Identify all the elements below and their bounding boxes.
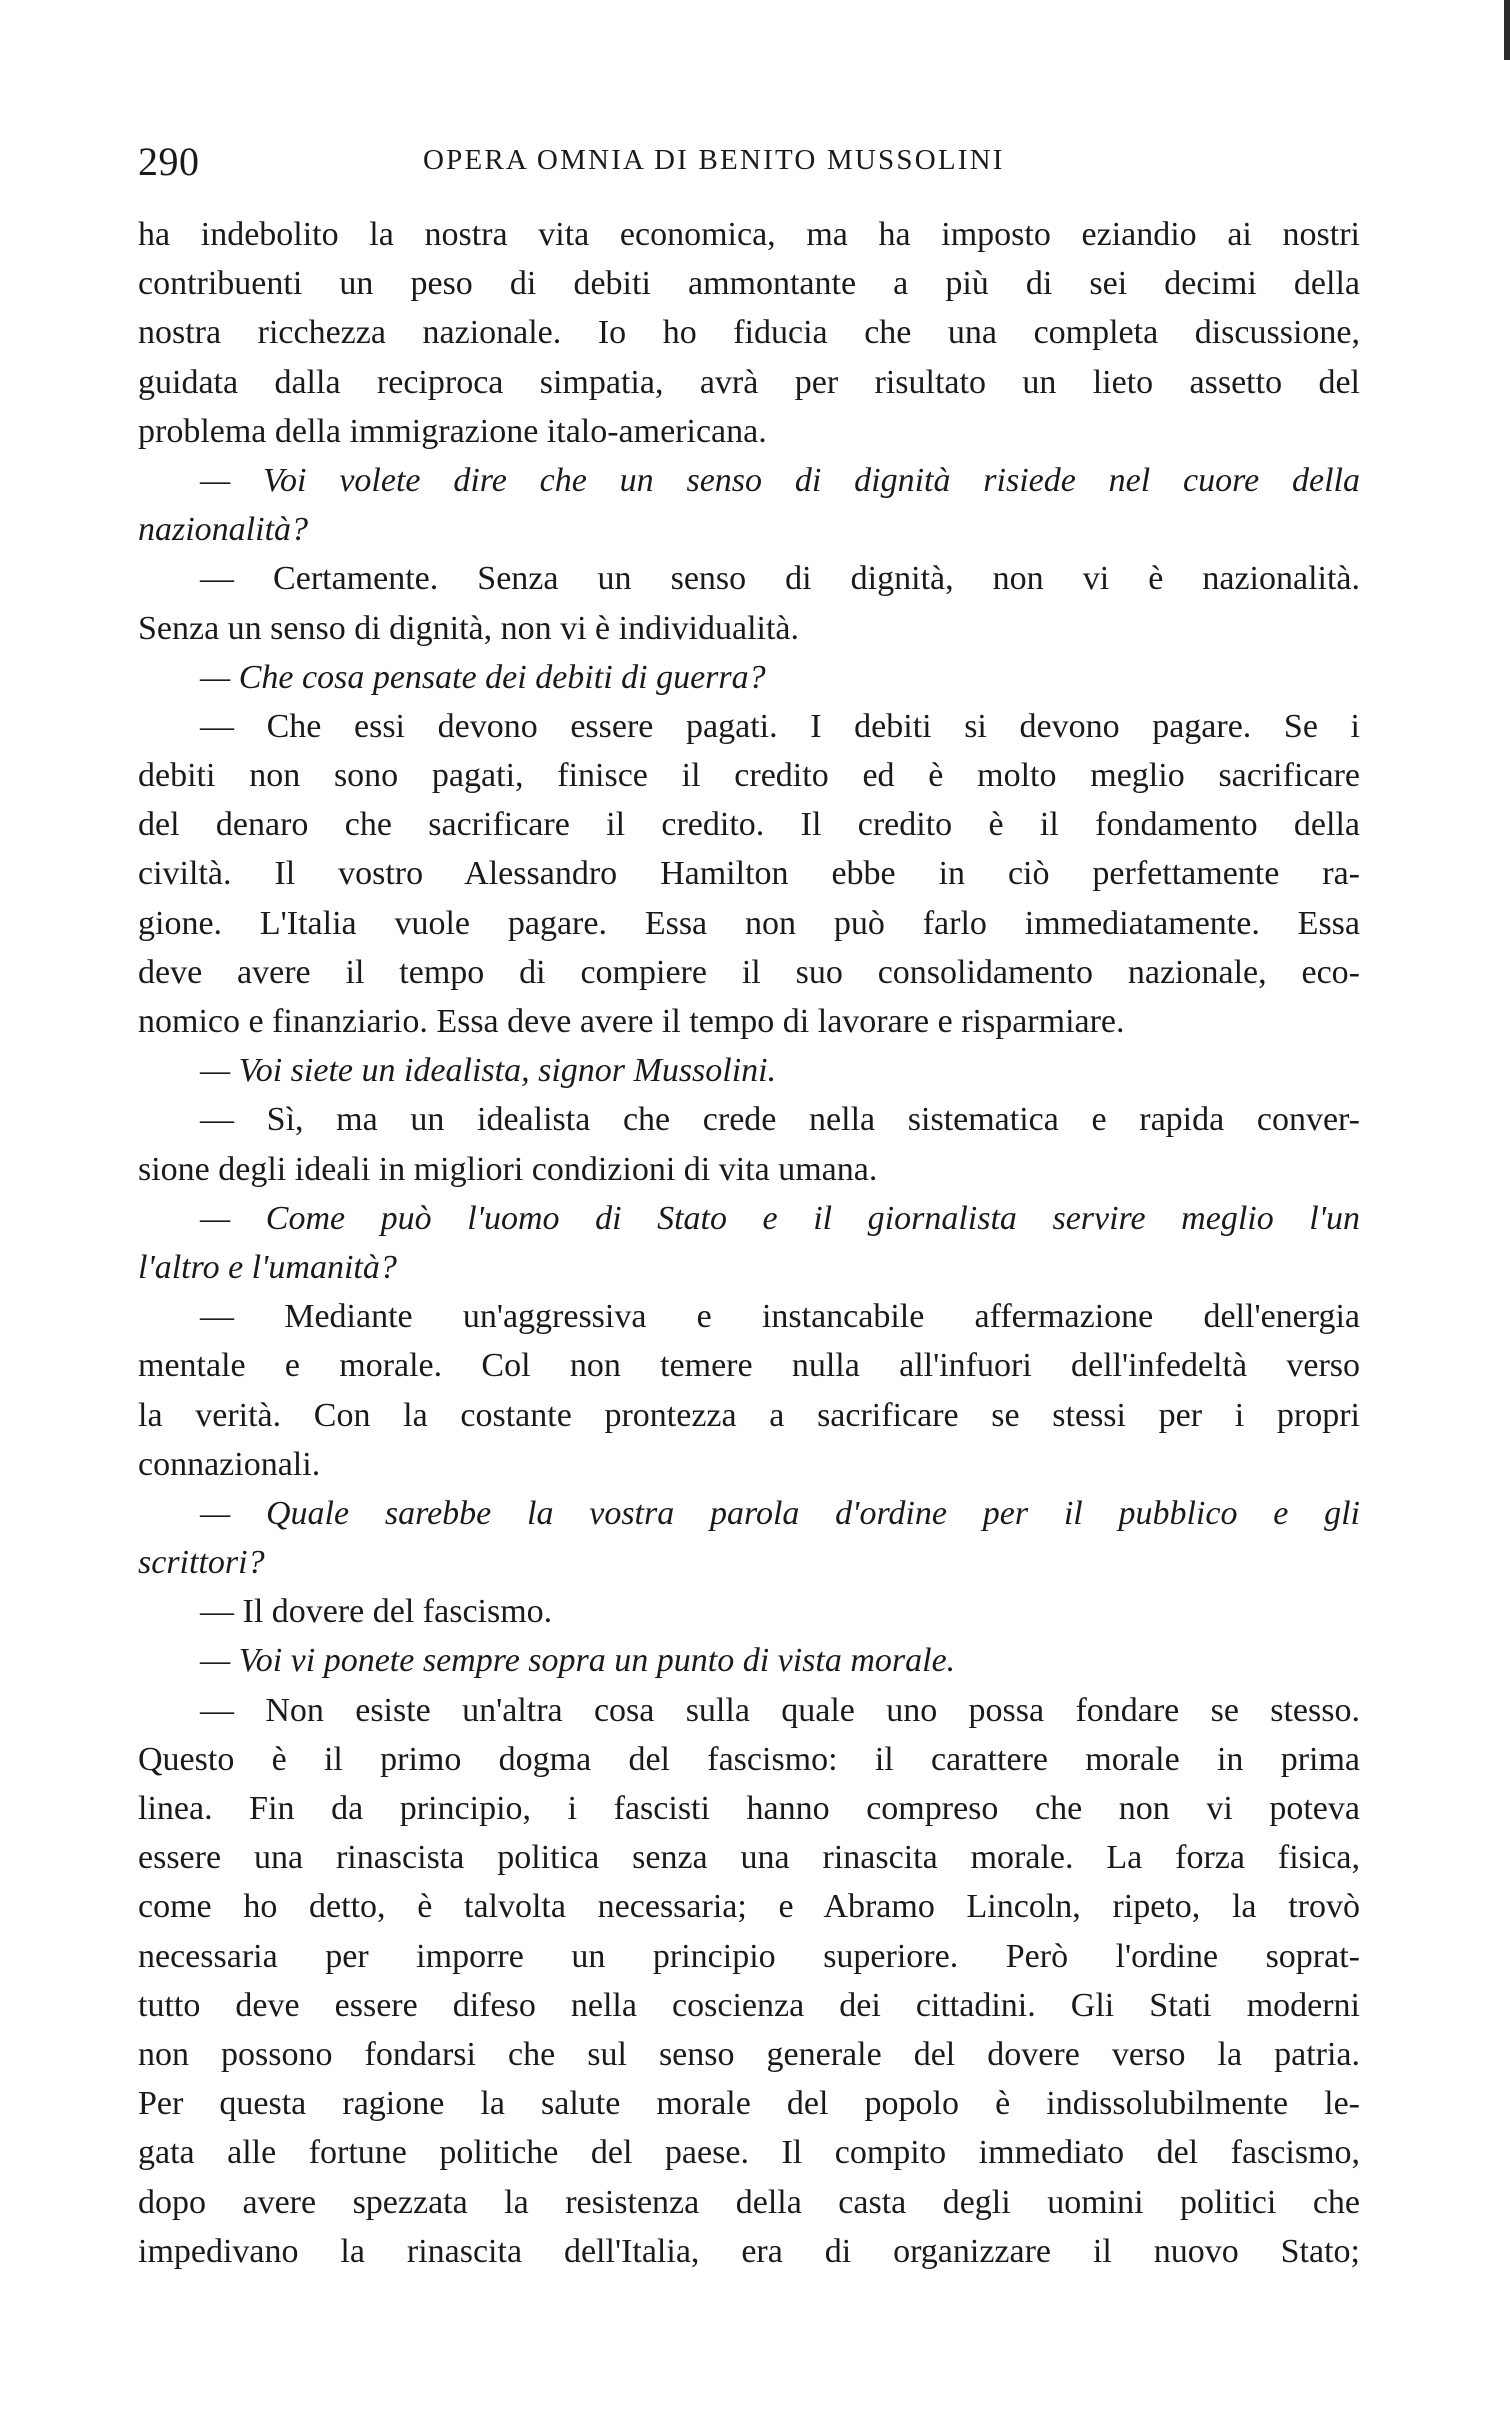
question-line: scrittori? bbox=[138, 1544, 265, 1582]
page-header bbox=[138, 130, 1360, 190]
text-line: necessaria per imporre un principio superiore. Però l'ordine soprat- bbox=[138, 1937, 1360, 1975]
question-line: — Che cosa pensate dei debiti di guerra? bbox=[200, 658, 766, 696]
question-line: — Come può l'uomo di Stato e il giornalista servire meglio l'un bbox=[200, 1199, 1360, 1237]
text-line: essere una rinascista politica senza una rinascita morale. La forza fisica, bbox=[138, 1839, 1360, 1877]
question-line: nazionalità? bbox=[138, 511, 309, 549]
text-line: del denaro che sacrificare il credito. Il credito è il fondamento della bbox=[138, 806, 1360, 844]
text-line: sione degli ideali in migliori condizioni di vita umana. bbox=[138, 1150, 878, 1188]
scan-edge-mark bbox=[1504, 0, 1510, 60]
question-line: l'altro e l'umanità? bbox=[138, 1248, 397, 1286]
page-number: 290 bbox=[138, 139, 200, 184]
text-line: guidata dalla reciproca simpatia, avrà per risultato un lieto assetto del bbox=[138, 363, 1360, 401]
text-line: — Certamente. Senza un senso di dignità, non vi è nazionalità. bbox=[200, 560, 1360, 598]
text-line: come ho detto, è talvolta necessaria; e Abramo Lincoln, ripeto, la trovò bbox=[138, 1888, 1360, 1926]
question-line: — Voi siete un idealista, signor Mussolini. bbox=[200, 1052, 777, 1090]
text-line: deve avere il tempo di compiere il suo consolidamento nazionale, eco- bbox=[138, 953, 1360, 991]
text-line: mentale e morale. Col non temere nulla all'infuori dell'infedeltà verso bbox=[138, 1347, 1360, 1385]
question-line: — Voi volete dire che un senso di dignità risiede nel cuore della bbox=[200, 461, 1360, 499]
text-line: — Non esiste un'altra cosa sulla quale uno possa fondare se stesso. bbox=[200, 1691, 1360, 1729]
body-text bbox=[138, 210, 1360, 2276]
text-line: Questo è il primo dogma del fascismo: il carattere morale in prima bbox=[138, 1740, 1360, 1778]
text-line: — Sì, ma un idealista che crede nella sistematica e rapida conver- bbox=[200, 1101, 1360, 1139]
text-line: nomico e finanziario. Essa deve avere il tempo di lavorare e risparmiare. bbox=[138, 1003, 1125, 1040]
text-line: civiltà. Il vostro Alessandro Hamilton ebbe in ciò perfettamente ra- bbox=[138, 855, 1360, 893]
text-line: — Il dovere del fascismo. bbox=[200, 1593, 553, 1631]
text-line: problema della immigrazione italo-americana. bbox=[138, 412, 767, 450]
text-line: gata alle fortune politiche del paese. Il compito immediato del fascismo, bbox=[138, 2134, 1360, 2172]
text-line: linea. Fin da principio, i fascisti hanno compreso che non vi poteva bbox=[138, 1790, 1360, 1827]
text-line: tutto deve essere difeso nella coscienza dei cittadini. Gli Stati moderni bbox=[138, 1986, 1360, 2024]
question-line: — Voi vi ponete sempre sopra un punto di vista morale. bbox=[200, 1642, 956, 1680]
text-line: — Mediante un'aggressiva e instancabile affermazione dell'energia bbox=[200, 1298, 1360, 1336]
text-line: — Che essi devono essere pagati. I debiti si devono pagare. Se i bbox=[200, 707, 1360, 745]
text-line: Senza un senso di dignità, non vi è individualità. bbox=[138, 609, 800, 647]
question-line: — Quale sarebbe la vostra parola d'ordine per il pubblico e gli bbox=[200, 1494, 1360, 1532]
text-line: gione. L'Italia vuole pagare. Essa non può farlo immediatamente. Essa bbox=[138, 904, 1360, 942]
running-title: OPERA OMNIA DI BENITO MUSSOLINI bbox=[423, 144, 1005, 176]
text-line: dopo avere spezzata la resistenza della casta degli uomini politici che bbox=[138, 2183, 1360, 2221]
text-line: impedivano la rinascita dell'Italia, era di organizzare il nuovo Stato; bbox=[138, 2232, 1360, 2270]
text-line: connazionali. bbox=[138, 1445, 321, 1483]
text-line: ha indebolito la nostra vita economica, ma ha imposto eziandio ai nostri bbox=[138, 216, 1360, 253]
text-line: la verità. Con la costante prontezza a sacrificare se stessi per i propri bbox=[138, 1396, 1360, 1434]
text-line: contribuenti un peso di debiti ammontante a più di sei decimi della bbox=[138, 265, 1360, 303]
text-line: debiti non sono pagati, finisce il credito ed è molto meglio sacrificare bbox=[138, 757, 1360, 795]
text-line: Per questa ragione la salute morale del popolo è indissolubilmente le- bbox=[138, 2085, 1360, 2123]
text-line: non possono fondarsi che sul senso generale del dovere verso la patria. bbox=[138, 2035, 1360, 2073]
text-line: nostra ricchezza nazionale. Io ho fiducia che una completa discussione, bbox=[138, 314, 1360, 352]
